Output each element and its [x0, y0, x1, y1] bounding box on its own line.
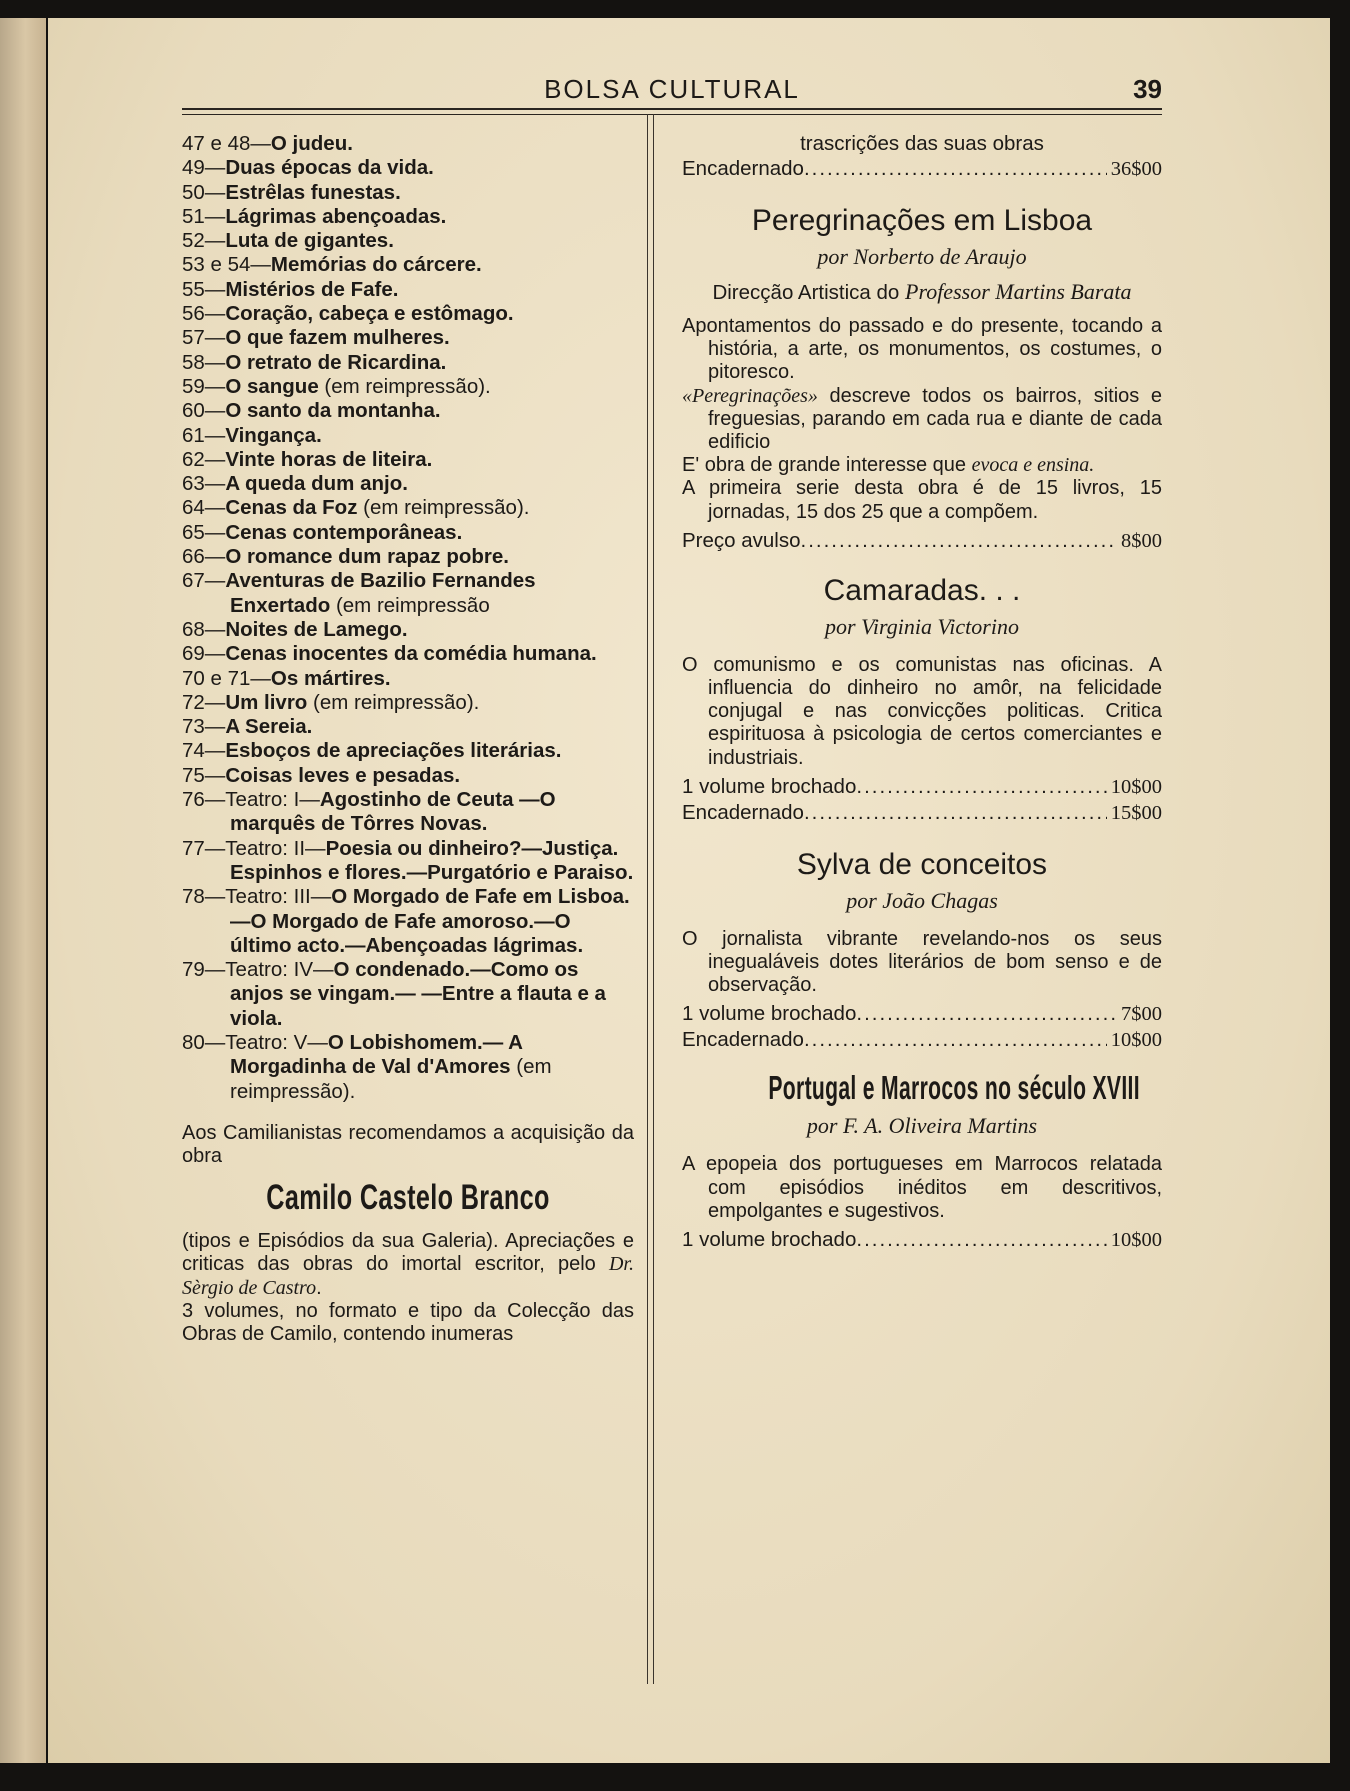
work-number: 78—Teatro: III—: [182, 885, 332, 909]
work-entry: [182, 667, 634, 691]
price-label: 1 volume brochado: [682, 774, 857, 798]
price-label: Encadernado: [682, 800, 804, 824]
peregrinacoes-direction: [682, 280, 1162, 305]
price-row-portugal-brochado: [682, 1227, 1162, 1253]
right-column: [682, 132, 1162, 1253]
work-number: 67—: [182, 569, 226, 593]
peregrinacoes-desc-3: [682, 454, 1162, 477]
price-value: 10$00: [1110, 1029, 1162, 1052]
work-entry: [182, 618, 634, 642]
running-title: BOLSA CULTURAL: [544, 74, 800, 104]
camaradas-title: Camaradas. . .: [823, 573, 1021, 607]
work-entry: [182, 448, 634, 472]
price-row-camaradas-encadernado: [682, 800, 1162, 826]
work-note: (em reimpressão).: [318, 374, 491, 398]
work-title: Cenas inocentes da comédia humana.: [225, 642, 597, 666]
camaradas-byline: por Virginia Victorino: [825, 613, 1019, 639]
work-title: O sangue: [225, 374, 319, 398]
work-number: 53 e 54—: [182, 253, 271, 277]
work-title: A queda dum anjo.: [225, 472, 408, 496]
camilo-desc-end: .: [316, 1276, 322, 1299]
price-row-sylva-encadernado: [682, 1027, 1162, 1053]
work-title: Vingança.: [225, 423, 322, 447]
work-entry: [182, 958, 634, 1031]
direction-label: Direcção Artistica do: [712, 281, 900, 304]
peregrinacoes-desc-3-em: evoca e ensina.: [971, 454, 1095, 477]
work-number: 52—: [182, 229, 226, 253]
work-entry: [182, 885, 634, 958]
work-title: O Morgado de Fafe em Lisboa.—O Morgado de Fafe amoroso.—O último acto.—Abençoadas lágrimas.: [230, 885, 630, 957]
header-rule: [182, 108, 1162, 110]
work-title: Aventuras de Bazilio Fernandes Enxertado: [225, 569, 536, 617]
price-value: 8$00: [1121, 529, 1162, 552]
work-title: O judeu.: [270, 132, 353, 155]
work-entry: [182, 739, 634, 763]
work-title: Luta de gigantes.: [225, 229, 394, 253]
work-title: O condenado.—Como os anjos se vingam.— —Entre a flauta e a viola.: [230, 958, 606, 1030]
sylva-byline: por João Chagas: [846, 887, 998, 913]
work-title: Agostinho de Ceuta —O marquês de Tôrres Novas.: [230, 788, 556, 836]
work-entry: [182, 375, 634, 399]
work-title: Estrêlas funestas.: [225, 180, 401, 204]
work-number: 76—Teatro: I—: [182, 788, 320, 812]
work-entry: [182, 229, 634, 253]
work-note: (em reimpressão).: [357, 496, 530, 520]
camilo-intro: Aos Camilianistas recomendamos a acquisição da obra: [182, 1121, 634, 1168]
work-number: 74—: [182, 739, 226, 763]
work-number: 65—: [182, 520, 226, 544]
price-row-sylva-brochado: [682, 1001, 1162, 1027]
peregrinacoes-title: Peregrinações em Lisboa: [751, 204, 1093, 237]
work-number: 77—Teatro: II—: [182, 836, 326, 860]
work-entry: [182, 253, 634, 277]
price-value: 36$00: [1110, 158, 1162, 180]
peregrinacoes-desc-2-text: descreve todos os bairros, sitios e freguesias, parando em cada rua e diante de cada edificio: [708, 384, 1162, 454]
peregrinacoes-desc-1: Apontamentos do passado e do presente, tocando a história, a arte, os monumentos, os costumes, o pitoresco.: [682, 315, 1162, 384]
portugal-desc: A epopeia dos portugueses em Marrocos relatada com episódios inéditos em descritivos, empolgantes e sugestivos.: [682, 1153, 1162, 1222]
work-number: 58—: [182, 350, 226, 374]
peregrinacoes-desc-4: A primeira serie desta obra é de 15 livros, 15 jornadas, 15 dos 25 que a compõem.: [682, 477, 1162, 523]
portugal-title: Portugal e Marrocos no século XVIII: [768, 1069, 1140, 1107]
work-entry: [182, 545, 634, 569]
price-row-camaradas-brochado: [682, 774, 1162, 800]
camaradas-desc: O comunismo e os comunistas nas oficinas. A influencia do dinheiro no amôr, na felicidade conjugal e nas convicções politicas. Critica espirituosa à psicologia de certos comerciantes e industriais.: [682, 653, 1162, 769]
work-title: Os mártires.: [270, 666, 391, 690]
work-title: Lágrimas abençoadas.: [225, 204, 447, 228]
work-number: 60—: [182, 399, 226, 423]
work-number: 68—: [182, 617, 226, 641]
price-value: 15$00: [1110, 801, 1162, 824]
work-entry: [182, 1031, 634, 1104]
work-entry: [182, 837, 634, 886]
work-entry: [182, 156, 634, 180]
work-note: (em reimpressão: [330, 593, 490, 617]
price-label: 1 volume brochado: [682, 1228, 857, 1252]
camilo-desc-start: (tipos e Episódios da sua Galeria). Apreciações e criticas das obras do imortal escritor, pelo: [182, 1230, 634, 1276]
price-row-avulso: [682, 528, 1162, 554]
running-head: [182, 66, 1162, 106]
work-note: (em reimpressão).: [307, 690, 480, 714]
work-entry: [182, 764, 634, 788]
work-title: Memórias do cárcere.: [270, 253, 482, 277]
work-number: 61—: [182, 423, 226, 447]
director-name: Professor Martins Barata: [905, 279, 1132, 304]
work-number: 66—: [182, 545, 226, 569]
work-number: 62—: [182, 447, 226, 471]
work-number: 57—: [182, 326, 226, 350]
work-title: Vinte horas de liteira.: [225, 447, 433, 471]
price-label: Encadernado: [682, 157, 804, 180]
work-title: O Lobishomem.— A Morgadinha de Val d'Amores: [230, 1030, 523, 1079]
work-number: 59—: [182, 374, 226, 398]
work-entry: [182, 642, 634, 666]
work-number: 80—Teatro: V—: [182, 1030, 328, 1054]
work-entry: [182, 496, 634, 520]
work-entry: [182, 302, 634, 326]
portugal-byline: por F. A. Oliveira Martins: [806, 1113, 1038, 1139]
peregrinacoes-title-ref: «Peregrinações»: [682, 384, 818, 407]
peregrinacoes-desc-3-text: E' obra de grande interesse que: [682, 454, 972, 477]
page-number: 39: [1133, 74, 1162, 104]
price-value: 7$00: [1121, 1003, 1162, 1026]
camilo-description: [182, 1230, 634, 1300]
work-title: O santo da montanha.: [225, 399, 441, 423]
work-note: (em reimpressão).: [230, 1055, 552, 1103]
continuation-text: trascrições das suas obras: [800, 132, 1044, 155]
work-title: Poesia ou dinheiro?—Justiça. Espinhos e flores.—Purgatório e Paraiso.: [230, 836, 634, 884]
work-entry: [182, 278, 634, 302]
work-number: 50—: [182, 180, 226, 204]
work-entry: [182, 521, 634, 545]
work-number: 63—: [182, 472, 226, 496]
work-entry: [182, 205, 634, 229]
price-label: Encadernado: [682, 1028, 804, 1052]
work-number: 49—: [182, 156, 226, 180]
work-title: Mistérios de Fafe.: [225, 277, 399, 301]
header-rule-thin: [182, 114, 1162, 115]
camilo-title: Camilo Castelo Branco: [266, 1178, 550, 1218]
camilo-author: Dr. Sèrgio de Castro: [182, 1253, 634, 1299]
work-title: Cenas da Foz: [225, 496, 358, 520]
sylva-title: Sylva de conceitos: [796, 847, 1048, 881]
work-number: 64—: [182, 496, 226, 520]
sylva-desc: O jornalista vibrante revelando-nos os seus inegualáveis dotes literários de bom senso e de observação.: [682, 927, 1162, 997]
work-title: Um livro: [225, 690, 308, 714]
price-label: 1 volume brochado: [682, 1002, 857, 1026]
work-number: 73—: [182, 715, 226, 739]
work-number: 70 e 71—: [182, 666, 271, 690]
work-entry: [182, 351, 634, 375]
book-spine: [0, 18, 46, 1763]
work-entry: [182, 788, 634, 837]
work-title: O que fazem mulheres.: [225, 326, 450, 350]
price-label: Preço avulso: [682, 528, 801, 552]
work-number: 75—: [182, 763, 226, 787]
column-divider-thin: [653, 114, 654, 1684]
work-number: 79—Teatro: IV—: [182, 958, 334, 982]
work-number: 56—: [182, 302, 226, 326]
page: [48, 18, 1330, 1763]
price-value: 10$00: [1110, 775, 1162, 798]
work-title: O retrato de Ricardina.: [225, 350, 447, 374]
work-entry: [182, 691, 634, 715]
peregrinacoes-desc-2: [682, 385, 1162, 455]
work-entry: [182, 132, 634, 156]
work-number: 69—: [182, 642, 226, 666]
work-number: 55—: [182, 277, 226, 301]
work-entry: [182, 181, 634, 205]
left-column: [182, 132, 634, 1346]
work-number: 47 e 48—: [182, 132, 271, 155]
work-entry: [182, 472, 634, 496]
column-divider: [647, 114, 648, 1684]
work-title: O romance dum rapaz pobre.: [225, 545, 509, 569]
work-entry: [182, 569, 634, 618]
work-title: Cenas contemporâneas.: [225, 520, 463, 544]
peregrinacoes-byline: por Norberto de Araujo: [817, 244, 1027, 269]
camilo-format: 3 volumes, no formato e tipo da Colecção das Obras de Camilo, contendo inumeras: [182, 1299, 634, 1346]
work-entry: [182, 715, 634, 739]
work-title: Noites de Lamego.: [225, 617, 408, 641]
work-title: Coisas leves e pesadas.: [225, 763, 461, 787]
price-row-encadernado-camilo: [682, 156, 1162, 182]
work-entry: [182, 326, 634, 350]
work-title: Coração, cabeça e estômago.: [225, 302, 514, 326]
work-entry: [182, 399, 634, 423]
work-number: 51—: [182, 204, 226, 228]
work-title: A Sereia.: [225, 715, 313, 739]
work-title: Duas épocas da vida.: [225, 156, 434, 180]
price-value: 10$00: [1110, 1229, 1162, 1252]
work-entry: [182, 424, 634, 448]
work-number: 72—: [182, 690, 226, 714]
camilo-works-list: [182, 132, 634, 1104]
work-title: Esboços de apreciações literárias.: [225, 739, 562, 763]
